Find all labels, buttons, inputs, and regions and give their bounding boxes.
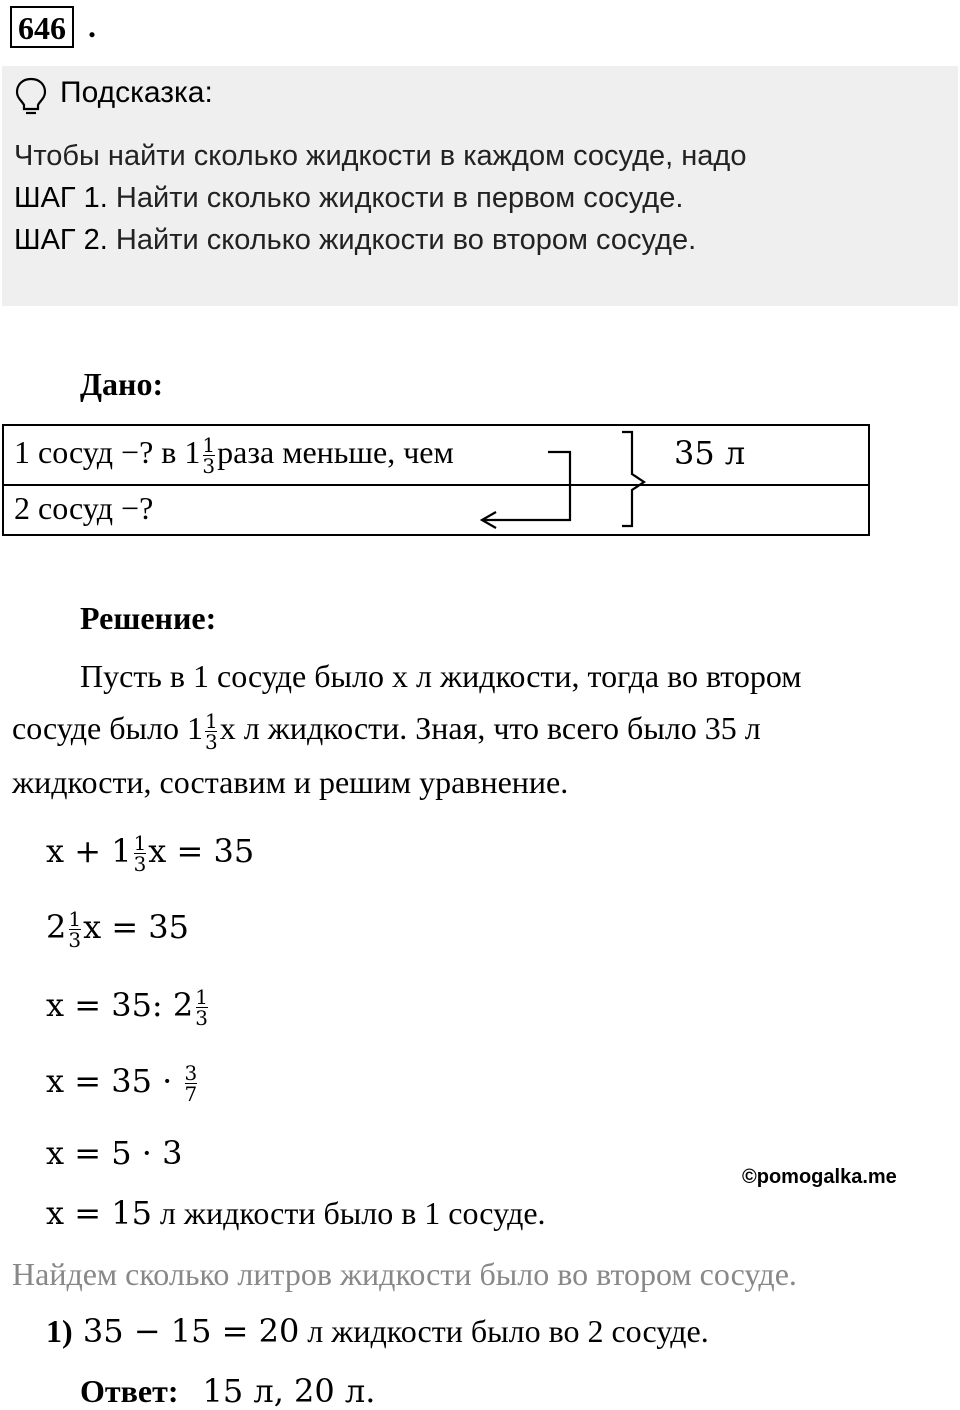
equation-3-left: x = 35: 2 [46,986,194,1024]
fraction [205,709,218,755]
given-table [2,424,870,536]
solution-paragraph-line-2 [12,709,761,755]
line-2-suffix: х л жидкости. Зная, что всего было 35 л [219,710,761,746]
step-1-math: 35 − 15 = 20 [72,1312,300,1350]
line-2-prefix: сосуде было 1 [12,710,203,746]
hint-step-2-text: Найти сколько жидкости во втором сосуде. [107,224,697,256]
relation-arrows [4,426,872,538]
fraction-numerator: 3 [184,1061,198,1085]
equation-6 [46,1194,546,1232]
fraction [133,831,147,876]
hint-intro: Чтобы найти сколько жидкости в каждом сосуде, надо [14,140,747,172]
fraction-numerator: 1 [133,831,147,855]
fraction-denominator: 7 [184,1082,198,1106]
equation-4-left: x = 35 · [46,1062,183,1100]
given-row-2: 2 сосуд −? [14,490,154,526]
fraction-numerator: 1 [68,907,82,931]
hint-step-1 [14,182,683,215]
equation-1-right: x = 35 [148,832,255,870]
fraction-denominator: 3 [202,454,216,479]
answer-line [80,1372,375,1410]
equation-6-math: x = 15 [46,1194,152,1232]
given-row-1-prefix: 1 сосуд −? в 1 [14,434,201,470]
solution-paragraph-line-1: Пусть в 1 сосуде было х л жидкости, тогда во втором [80,658,802,694]
fraction [184,1061,198,1106]
fraction [68,907,82,952]
step-1-label: 1) [46,1313,73,1349]
hint-step-2-label: ШАГ 2. [14,224,108,256]
given-heading: Дано: [80,366,164,402]
hint-step-1-text: Найти сколько жидкости в первом сосуде. [107,182,684,214]
equation-4 [46,1061,199,1106]
solution-paragraph-line-3: жидкости, составим и решим уравнение. [12,764,569,800]
problem-number-text: 646 [18,10,66,46]
equation-1-left: x + 1 [46,832,132,870]
lightbulb-icon [14,76,48,116]
hint-step-1-label: ШАГ 1. [14,182,108,214]
hint-panel [2,66,958,306]
answer-label: Ответ: [80,1373,179,1409]
fraction-denominator: 3 [205,730,218,755]
step-1-text: л жидкости было во 2 сосуде. [299,1313,709,1349]
given-total: 35 л [674,434,746,472]
fraction [195,985,208,1030]
fraction-denominator: 3 [68,928,82,952]
hint-title: Подсказка: [60,76,213,109]
problem-number [10,6,74,48]
step-intro-gray: Найдем сколько литров жидкости было во втором сосуде. [12,1256,797,1292]
fraction-numerator: 1 [205,709,218,734]
equation-5: x = 5 · 3 [46,1134,183,1172]
problem-number-dot: . [88,8,96,44]
solution-step-1 [46,1312,709,1350]
watermark: ©pomogalka.me [742,1166,897,1188]
fraction-numerator: 1 [195,985,208,1009]
given-row-1-suffix: раза меньше, чем [217,434,454,470]
equation-2 [46,907,190,952]
solution-heading: Решение: [80,600,217,636]
fraction-denominator: 3 [133,852,147,876]
fraction-denominator: 3 [195,1006,208,1030]
fraction-numerator: 1 [202,433,216,458]
equation-2-right: x = 35 [83,908,190,946]
equation-2-left: 2 [46,908,67,946]
equation-3 [46,985,210,1030]
answer-value: 15 л, 20 л. [202,1372,376,1410]
hint-step-2 [14,224,696,257]
equation-6-text: л жидкости было в 1 сосуде. [151,1195,546,1231]
equation-1 [46,831,255,876]
